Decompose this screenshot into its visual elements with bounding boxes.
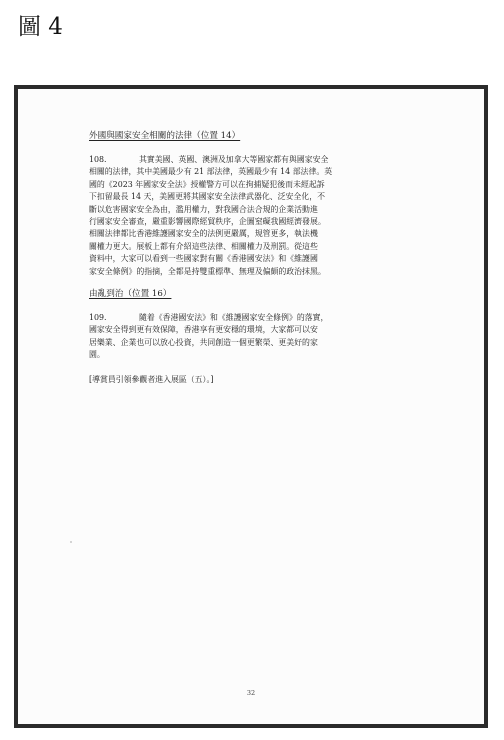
page-number: 32 (246, 689, 256, 697)
paragraph-line: 關權力更大。展板上都有介紹這些法律、相關權力及刑罰。從這些 (89, 241, 318, 251)
paragraph-line-text: 隨着《香港國安法》和《維護國家安全條例》的落實， (139, 313, 329, 323)
paragraph-line: 相關法律都比香港維護國家安全的法例更嚴厲，規管更多，執法機 (89, 229, 318, 239)
paragraph-line: 國的《2023 年國家安全法》授權警方可以在拘捕疑犯後而未經起訴 (89, 179, 325, 189)
paragraph-line: 資料中，大家可以看到一些國家對有關《香港國安法》和《維護國 (89, 254, 318, 264)
paragraph-line: 下扣留最長 14 天，美國更將其國家安全法律武器化、泛安全化，不 (89, 192, 325, 202)
document-page (18, 89, 484, 724)
paragraph-108 (89, 154, 419, 278)
paragraph-line: 相關的法律，其中美國最少有 21 部法律，英國最少有 14 部法律。英 (89, 167, 333, 177)
paragraph-line: 斷以危害國家安全為由，濫用權力，對我國合法合規的企業活動進 (89, 204, 318, 214)
paragraph-line (89, 154, 419, 166)
figure-label: 圖 4 (18, 14, 63, 40)
guide-instruction: [導賞員引領參觀者進入展區（五）。] (89, 374, 214, 384)
paragraph-number: 108. (89, 155, 107, 164)
paragraph-line: 園。 (89, 350, 105, 360)
paragraph-line (89, 312, 419, 324)
document-frame (14, 85, 488, 728)
paragraph-line-text: 其實美國、英國、澳洲及加拿大等國家都有與國家安全 (139, 155, 329, 164)
paragraph-line: 國家安全得到更有效保障，香港享有更安穩的環境，大家都可以安 (89, 325, 318, 335)
paragraph-line: 行國家安全審查，嚴重影響國際經貿秩序，企圖窒礙我國經濟發展。 (89, 217, 326, 227)
document-content (89, 130, 419, 386)
paragraph-line: 家安全條例》的指摘，全都是持雙重標準、無理及偏頗的政治抹黑。 (89, 266, 326, 276)
scan-speck (70, 541, 72, 543)
section-heading-foreign-laws: 外國與國家安全相關的法律（位置 14） (89, 131, 241, 141)
paragraph-number: 109. (89, 313, 107, 323)
section-heading-from-chaos-to-order: 由亂到治（位置 16） (89, 289, 172, 300)
paragraph-109 (89, 312, 419, 362)
paragraph-line: 居樂業、企業也可以放心投資，共同創造一個更繁榮、更美好的家 (89, 337, 318, 347)
